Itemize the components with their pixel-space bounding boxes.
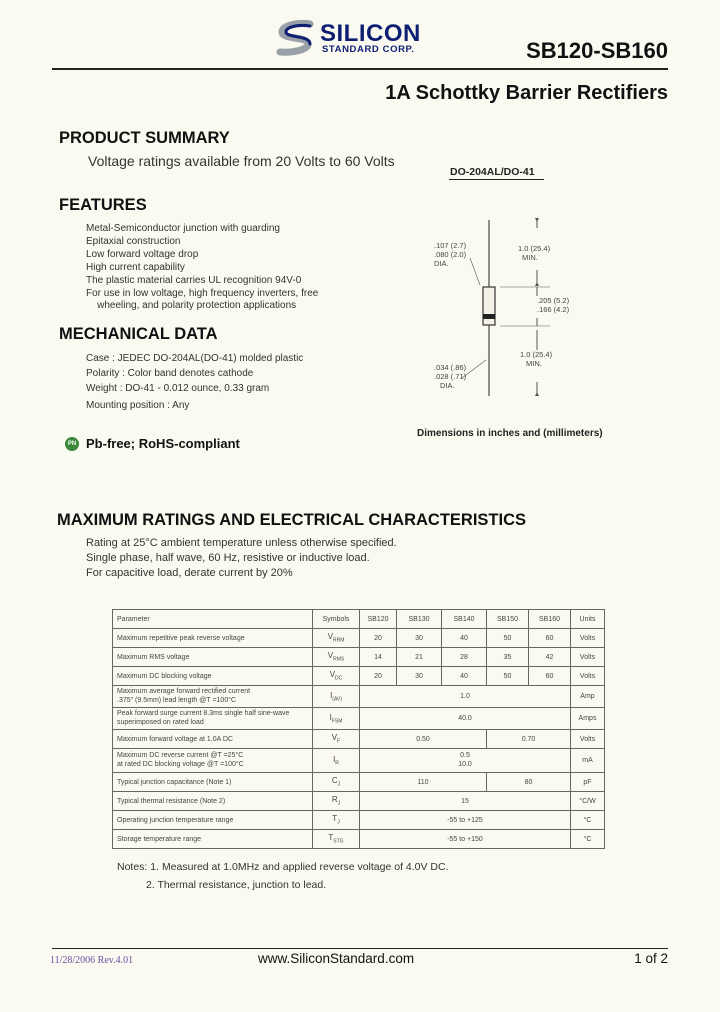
lead-length-label: MIN. [522, 253, 538, 262]
mechanical-data-heading: MECHANICAL DATA [59, 325, 218, 343]
lead-length-label: 1.0 (25.4) [518, 244, 551, 253]
table-header-row [113, 610, 605, 629]
body-dia-label: .107 (2.7) [434, 241, 467, 250]
param-line: Maximum DC reverse current @T =25°C [117, 752, 244, 759]
param-cell: Maximum DC blocking voltage [113, 667, 313, 686]
symbol-cell [313, 648, 360, 667]
body-length-label: .166 (4.2) [537, 305, 570, 314]
symbol-sub: F [337, 738, 341, 745]
body-dia-label: DIA. [434, 259, 449, 268]
param-cell: Storage temperature range [113, 830, 313, 849]
symbol: I [333, 754, 336, 764]
value-cell: 28 [442, 648, 487, 667]
features-heading: FEATURES [59, 196, 147, 214]
unit-cell: Amps [571, 708, 605, 730]
symbol-sub: RRM [332, 637, 345, 644]
value-cell: 15 [360, 792, 571, 811]
unit-cell: Amp [571, 686, 605, 708]
symbol-sub: DC [335, 675, 343, 682]
footer-date: 11/28/2006 Rev.4.01 [50, 955, 134, 966]
voltage-summary: Voltage ratings available from 20 Volts to 60 Volts [88, 153, 395, 169]
value-line: 10.0 [458, 760, 472, 768]
symbol-cell [313, 773, 360, 792]
symbol: T [328, 833, 334, 843]
company-name: SILICON [320, 20, 421, 47]
value-cell: 20 [360, 629, 397, 648]
symbol: I [329, 712, 332, 722]
table-row [113, 629, 605, 648]
company-subname: STANDARD CORP. [322, 44, 415, 55]
value-cell: 50 [487, 667, 529, 686]
rating-note: For capacitive load, derate current by 20% [86, 567, 293, 579]
symbol-sub: STG [333, 838, 344, 845]
unit-cell: Volts [571, 667, 605, 686]
dimensions-caption: Dimensions in inches and (millimeters) [417, 428, 603, 439]
table-row [113, 773, 605, 792]
unit-cell: Volts [571, 648, 605, 667]
value-cell: -55 to +125 [360, 811, 571, 830]
lead-length-label: 1.0 (25.4) [520, 350, 553, 359]
table-row [113, 830, 605, 849]
rating-note: Single phase, half wave, 60 Hz, resistive or inductive load. [86, 552, 370, 564]
param-cell [113, 749, 313, 773]
page-number: 1 of 2 [634, 951, 668, 966]
symbol: I [330, 690, 333, 700]
symbol: C [331, 776, 338, 786]
value-cell: 30 [397, 667, 442, 686]
footer-rule [52, 948, 668, 949]
unit-cell: °C [571, 830, 605, 849]
table-row [113, 749, 605, 773]
table-row [113, 648, 605, 667]
symbol-sub: R [335, 760, 339, 767]
feature-item: For use in low voltage, high frequency inverters, free [86, 288, 319, 299]
value-cell: -55 to +150 [360, 830, 571, 849]
symbol-cell [313, 749, 360, 773]
unit-cell: pF [571, 773, 605, 792]
wire-dia-label: .028 (.71) [434, 372, 467, 381]
feature-item: Metal-Semiconductor junction with guarding [86, 223, 280, 234]
table-header: Units [571, 610, 605, 629]
symbol-cell [313, 667, 360, 686]
wire-dia-label: .034 (.86) [434, 363, 467, 372]
value-cell: 21 [397, 648, 442, 667]
value-line: 0.5 [460, 752, 470, 759]
param-cell: Typical thermal resistance (Note 2) [113, 792, 313, 811]
value-cell: 30 [397, 629, 442, 648]
pb-free-label: Pb-free; RoHS-compliant [86, 436, 240, 451]
symbol: R [331, 795, 338, 805]
param-cell: Maximum repetitive peak reverse voltage [113, 629, 313, 648]
symbol: V [327, 651, 334, 661]
symbol-cell [313, 708, 360, 730]
param-cell: Typical junction capacitance (Note 1) [113, 773, 313, 792]
value-cell: 60 [529, 629, 571, 648]
param-line: .375" (9.5mm) lead length @T =100°C [117, 696, 237, 704]
param-cell: Maximum RMS voltage [113, 648, 313, 667]
symbol-cell [313, 811, 360, 830]
symbol-sub: (AV) [332, 696, 342, 703]
symbol: V [331, 733, 338, 743]
package-title-underline [449, 179, 544, 180]
body-dia-label: .080 (2.0) [434, 250, 467, 259]
symbol-sub: J [337, 800, 341, 807]
table-header: SB130 [397, 610, 442, 629]
table-header: SB150 [487, 610, 529, 629]
header-rule [52, 68, 668, 70]
feature-item: Epitaxial construction [86, 236, 181, 247]
table-row [113, 730, 605, 749]
param-line: Maximum average forward rectified current [117, 688, 251, 695]
mechanical-item: Mounting position : Any [86, 400, 190, 411]
part-number: SB120-SB160 [526, 38, 668, 63]
table-header: Parameter [113, 610, 313, 629]
value-cell: 80 [487, 773, 571, 792]
table-row [113, 792, 605, 811]
param-cell [113, 686, 313, 708]
mechanical-item: Weight : DO-41 - 0.012 ounce, 0.33 gram [86, 383, 270, 394]
param-cell: Operating junction temperature range [113, 811, 313, 830]
package-outline-drawing [400, 200, 600, 410]
feature-item: The plastic material carries UL recognition 94V-0 [86, 275, 302, 286]
ratings-table [112, 609, 605, 849]
symbol-cell [313, 792, 360, 811]
value-cell: 1.0 [360, 686, 571, 708]
symbol: V [329, 670, 336, 680]
value-cell: 40 [442, 667, 487, 686]
unit-cell: Volts [571, 629, 605, 648]
symbol-cell [313, 830, 360, 849]
symbol-cell [313, 686, 360, 708]
symbol-cell [313, 730, 360, 749]
value-cell: 40.0 [360, 708, 571, 730]
symbol: T [332, 814, 338, 824]
table-row [113, 811, 605, 830]
param-cell [113, 708, 313, 730]
value-cell: 50 [487, 629, 529, 648]
unit-cell: °C/W [571, 792, 605, 811]
table-note: Notes: 1. Measured at 1.0MHz and applied reverse voltage of 4.0V DC. [117, 861, 449, 873]
value-cell: 0.70 [487, 730, 571, 749]
product-summary-heading: PRODUCT SUMMARY [59, 129, 230, 147]
value-cell: 110 [360, 773, 487, 792]
silicon-standard-logo-icon [276, 20, 316, 56]
value-cell: 20 [360, 667, 397, 686]
param-line: at rated DC blocking voltage @T =100°C [117, 760, 244, 768]
symbol-sub: FSM [331, 718, 343, 725]
table-row [113, 667, 605, 686]
lead-length-label: MIN. [526, 359, 542, 368]
feature-item: wheeling, and polarity protection applications [86, 300, 297, 311]
footer-url[interactable]: www.SiliconStandard.com [258, 951, 415, 966]
value-cell: 40 [442, 629, 487, 648]
document-title: 1A Schottky Barrier Rectifiers [385, 82, 668, 104]
value-cell [360, 749, 571, 773]
package-title: DO-204AL/DO-41 [450, 166, 535, 178]
value-cell: 0.50 [360, 730, 487, 749]
table-header: SB120 [360, 610, 397, 629]
symbol: V [327, 632, 333, 642]
wire-dia-label: DIA. [440, 381, 455, 390]
rating-note: Rating at 25°C ambient temperature unless otherwise specified. [86, 537, 397, 549]
symbol-cell [313, 629, 360, 648]
param-line: superimposed on rated load [117, 718, 204, 726]
mechanical-item: Case : JEDEC DO-204AL(DO-41) molded plastic [86, 353, 304, 364]
symbol-sub: J [337, 819, 340, 826]
max-ratings-heading: MAXIMUM RATINGS AND ELECTRICAL CHARACTERISTICS [57, 511, 527, 529]
feature-item: Low forward voltage drop [86, 249, 199, 260]
table-header: Symbols [313, 610, 360, 629]
value-cell: 42 [529, 648, 571, 667]
body-length-label: .205 (5.2) [537, 296, 570, 305]
value-cell: 14 [360, 648, 397, 667]
unit-cell: Volts [571, 730, 605, 749]
unit-cell: °C [571, 811, 605, 830]
table-note: 2. Thermal resistance, junction to lead. [146, 879, 327, 891]
mechanical-item: Polarity : Color band denotes cathode [86, 368, 254, 379]
param-line: Peak forward surge current 8.3ms single half sine-wave [117, 710, 290, 717]
symbol-sub: RMS [333, 656, 345, 663]
unit-cell: mA [571, 749, 605, 773]
value-cell: 35 [487, 648, 529, 667]
value-cell: 60 [529, 667, 571, 686]
feature-item: High current capability [86, 262, 185, 273]
table-row [113, 708, 605, 730]
pb-free-icon: PN [65, 437, 79, 451]
param-cell: Maximum forward voltage at 1.0A DC [113, 730, 313, 749]
table-header: SB140 [442, 610, 487, 629]
symbol-sub: J [337, 781, 341, 788]
table-row [113, 686, 605, 708]
table-header: SB160 [529, 610, 571, 629]
